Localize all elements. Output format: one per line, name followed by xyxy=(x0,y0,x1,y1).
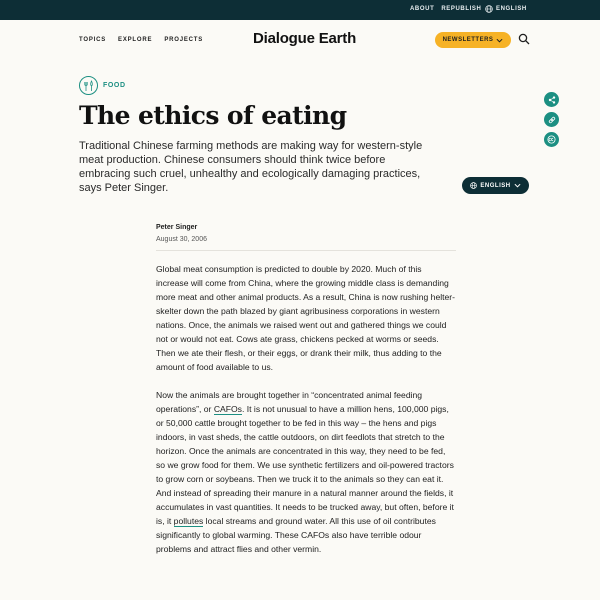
globe-icon xyxy=(470,182,477,189)
nav-topics[interactable]: TOPICS xyxy=(79,37,107,43)
article-body xyxy=(156,262,456,570)
language-label: ENGLISH xyxy=(496,6,527,12)
article-language-label: ENGLISH xyxy=(480,182,511,189)
paragraph-text: Now the animals are brought together in “concentrated animal feeding operations”, or xyxy=(156,390,423,414)
creative-commons-icon xyxy=(547,135,556,144)
author-name[interactable]: Peter Singer xyxy=(156,224,198,231)
about-link[interactable]: ABOUT xyxy=(410,6,435,12)
utility-bar xyxy=(0,0,600,20)
cafos-link[interactable]: CAFOs xyxy=(213,404,242,414)
nav-projects[interactable]: PROJECTS xyxy=(164,37,204,43)
paragraph-text: . It is not unusual to have a million hens, 100,000 pigs, or 50,000 cattle brought together to be fed in this way – the hens and pigs indoors, in vast sheds, the cattle outdoors, on dirt feedlots that stretch to the horizon. Once the animals are concentrated in this way, they need to be fed, so we grow food for them. We use synthetic fertilizers and oil-powered tractors to grow corn or soybeans. Then we truck it to the animals so they can eat it. And instead of spreading their manure in a natural manner around the fields, it accumulates in vast quantities. It needs to be trucked away, but often, before it is, it xyxy=(156,404,454,526)
newsletters-button[interactable] xyxy=(435,32,511,48)
paragraph: Global meat consumption is predicted to double by 2020. Much of this increase will come from China, where the growing middle class is demanding more meat and other animal products. As a result, China is now rushing helter-skelter down the path blazed by giant agribusiness corporations in western nations. Once, the animals we raised went out and gathered things we could not or would not eat. Cows ate grass, chickens pecked at worms or seeds. Then we ate their flesh, or their eggs, or drank their milk, thus adding to the amount of food available to us. xyxy=(156,264,456,372)
newsletters-label: NEWSLETTERS xyxy=(442,37,494,43)
article-language-button[interactable] xyxy=(462,177,529,194)
nav-explore[interactable]: EXPLORE xyxy=(118,37,153,43)
standfirst: Traditional Chinese farming methods are making way for western-style meat production. Chinese consumers should think twice before embracing such cruel, unhealthy and ecologically damaging practices, says Peter Singer. xyxy=(79,140,423,194)
share-button[interactable] xyxy=(544,92,559,107)
republish-link[interactable]: REPUBLISH xyxy=(441,6,482,12)
category-tag[interactable] xyxy=(79,76,126,95)
language-selector[interactable] xyxy=(485,5,527,13)
food-icon xyxy=(79,76,98,95)
share-icon xyxy=(548,96,556,104)
publish-date: August 30, 2006 xyxy=(156,236,207,243)
copy-link-button[interactable] xyxy=(544,112,559,127)
category-label: FOOD xyxy=(103,82,126,89)
divider xyxy=(156,250,456,251)
paragraph xyxy=(156,388,456,556)
link-icon xyxy=(548,116,556,124)
globe-icon xyxy=(485,5,493,13)
pollutes-link[interactable]: pollutes xyxy=(173,516,204,526)
chevron-down-icon xyxy=(496,38,503,43)
main-nav xyxy=(0,20,600,60)
site-logo[interactable]: Dialogue Earth xyxy=(253,30,357,47)
search-icon[interactable] xyxy=(518,33,530,45)
chevron-down-icon xyxy=(514,183,521,188)
page-title: The ethics of eating xyxy=(79,101,347,130)
paragraph-text: local streams and ground water. All this use of oil contributes significantly to global warming. These CAFOs also have terrible odour problems and attract flies and other vermin. xyxy=(156,516,436,554)
republish-cc-button[interactable] xyxy=(544,132,559,147)
